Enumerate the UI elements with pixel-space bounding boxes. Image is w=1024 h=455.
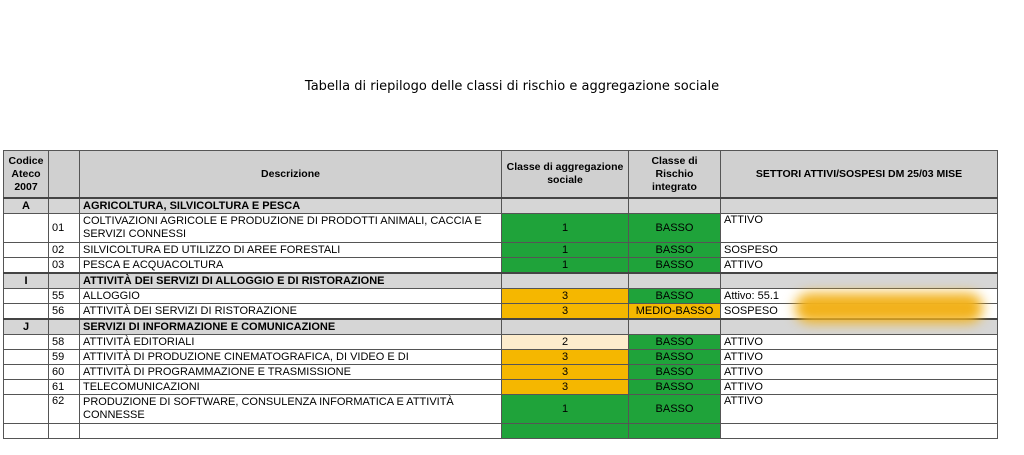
row-code: 56 (49, 304, 80, 320)
row-status: ATTIVO (721, 380, 998, 395)
row-desc: ATTIVITÀ DEI SERVIZI DI RISTORAZIONE (80, 304, 502, 320)
row-agg: 1 (502, 258, 629, 274)
header-blank (49, 151, 80, 199)
header-agg: Classe di aggregazione sociale (502, 151, 629, 199)
header-row (4, 151, 998, 199)
section-spacer (49, 198, 80, 214)
row-risk: BASSO (629, 350, 721, 365)
row-agg: 1 (502, 243, 629, 258)
row-desc: PRODUZIONE DI SOFTWARE, CONSULENZA INFORMATICA E ATTIVITÀ CONNESSE (80, 395, 502, 424)
section-letter: J (4, 319, 49, 335)
blank-cell (4, 365, 49, 380)
row-code: 60 (49, 365, 80, 380)
row-agg: 3 (502, 350, 629, 365)
row-risk: BASSO (629, 395, 721, 424)
row-risk: BASSO (629, 365, 721, 380)
row-desc: ATTIVITÀ EDITORIALI (80, 335, 502, 350)
blank-cell (4, 380, 49, 395)
header-code: Codice Ateco 2007 (4, 151, 49, 199)
blank-cell (4, 395, 49, 424)
header-sectors: SETTORI ATTIVI/SOSPESI DM 25/03 MISE (721, 151, 998, 199)
row-desc: TELECOMUNICAZIONI (80, 380, 502, 395)
row-risk: BASSO (629, 380, 721, 395)
table-row (4, 335, 998, 350)
row-agg: 1 (502, 214, 629, 243)
row-desc: SILVICOLTURA ED UTILIZZO DI AREE FORESTALI (80, 243, 502, 258)
row-code: 55 (49, 289, 80, 304)
table-row (4, 258, 998, 274)
section-letter: I (4, 273, 49, 289)
section-title: SERVIZI DI INFORMAZIONE E COMUNICAZIONE (80, 319, 502, 335)
page-cutoff (0, 440, 1024, 455)
row-risk: BASSO (629, 258, 721, 274)
section-row-a (4, 198, 998, 214)
blank-cell (80, 424, 502, 439)
redaction-smudge (795, 293, 983, 323)
blank-cell (721, 424, 998, 439)
section-spacer (721, 198, 998, 214)
section-spacer (49, 319, 80, 335)
row-code: 02 (49, 243, 80, 258)
section-spacer (49, 273, 80, 289)
row-code: 03 (49, 258, 80, 274)
row-code: 58 (49, 335, 80, 350)
row-desc: COLTIVAZIONI AGRICOLE E PRODUZIONE DI PRODOTTI ANIMALI, CACCIA E SERVIZI CONNESSI (80, 214, 502, 243)
row-status: ATTIVO (721, 214, 998, 243)
header-risk: Classe di Rischio integrato (629, 151, 721, 199)
table-row-partial (4, 424, 998, 439)
section-row-i (4, 273, 998, 289)
row-status: ATTIVO (721, 365, 998, 380)
row-desc: PESCA E ACQUACOLTURA (80, 258, 502, 274)
section-title: AGRICOLTURA, SILVICOLTURA E PESCA (80, 198, 502, 214)
table-row (4, 395, 998, 424)
table-row (4, 243, 998, 258)
row-agg: 2 (502, 335, 629, 350)
table-row (4, 365, 998, 380)
section-letter: A (4, 198, 49, 214)
row-risk: BASSO (629, 214, 721, 243)
row-risk: BASSO (629, 243, 721, 258)
section-spacer (502, 273, 629, 289)
blank-cell (4, 243, 49, 258)
row-status: SOSPESO (721, 304, 998, 320)
blank-cell (4, 304, 49, 320)
blank-cell (4, 289, 49, 304)
row-agg: 1 (502, 395, 629, 424)
table-row (4, 214, 998, 243)
row-status: ATTIVO (721, 395, 998, 424)
row-code: 62 (49, 395, 80, 424)
section-spacer (502, 198, 629, 214)
table-row (4, 380, 998, 395)
row-risk: BASSO (629, 335, 721, 350)
row-status: Attivo: 55.1 (721, 289, 998, 304)
section-spacer (629, 198, 721, 214)
header-desc: Descrizione (80, 151, 502, 199)
row-code: 01 (49, 214, 80, 243)
row-status: SOSPESO (721, 243, 998, 258)
row-agg: 3 (502, 380, 629, 395)
section-spacer (502, 319, 629, 335)
page-title: Tabella di riepilogo delle classi di rischio e aggregazione sociale (304, 79, 720, 94)
blank-cell (4, 258, 49, 274)
row-code: 61 (49, 380, 80, 395)
blank-cell (4, 335, 49, 350)
row-risk: MEDIO-BASSO (629, 304, 721, 320)
row-desc: ALLOGGIO (80, 289, 502, 304)
table-row (4, 350, 998, 365)
row-agg: 3 (502, 365, 629, 380)
blank-cell (4, 214, 49, 243)
section-spacer (629, 319, 721, 335)
row-risk: BASSO (629, 289, 721, 304)
section-title: ATTIVITÀ DEI SERVIZI DI ALLOGGIO E DI RISTORAZIONE (80, 273, 502, 289)
row-desc: ATTIVITÀ DI PROGRAMMAZIONE E TRASMISSIONE (80, 365, 502, 380)
section-spacer (629, 273, 721, 289)
row-desc: ATTIVITÀ DI PRODUZIONE CINEMATOGRAFICA, DI VIDEO E DI (80, 350, 502, 365)
blank-cell (502, 424, 629, 439)
row-code: 59 (49, 350, 80, 365)
row-status: ATTIVO (721, 335, 998, 350)
section-spacer (721, 273, 998, 289)
row-status: ATTIVO (721, 350, 998, 365)
blank-cell (629, 424, 721, 439)
blank-cell (4, 350, 49, 365)
blank-cell (49, 424, 80, 439)
row-status: ATTIVO (721, 258, 998, 274)
row-agg: 3 (502, 289, 629, 304)
blank-cell (4, 424, 49, 439)
row-agg: 3 (502, 304, 629, 320)
